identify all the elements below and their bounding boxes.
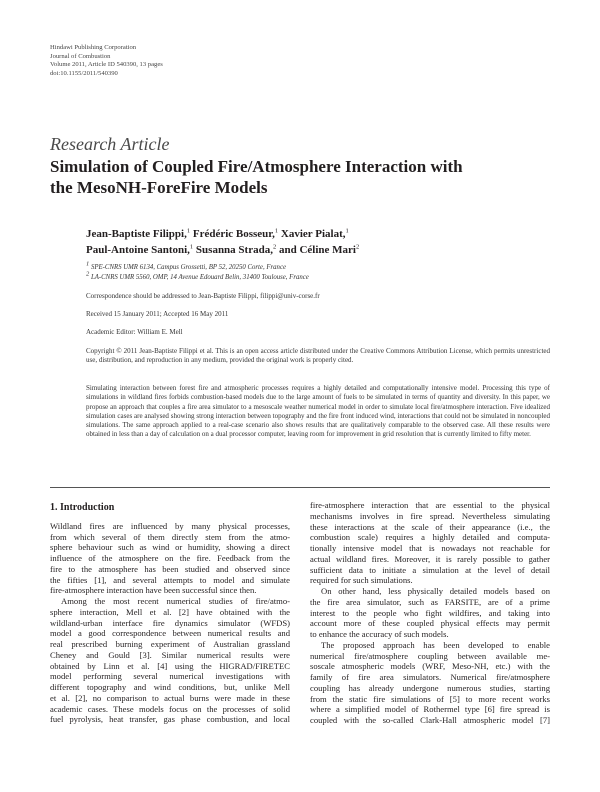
correspondence: Correspondence should be addressed to Jean-Baptiste Filippi, filippi@univ-corse.fr [86, 292, 320, 300]
left-column [50, 500, 290, 725]
body-line: these interactions at the scale of their appearance (i.e., the [310, 521, 550, 532]
title-line: the MesoNH-ForeFire Models [50, 178, 268, 197]
body-line: combustion scale) requires a highly detailed and computa- [310, 532, 550, 543]
affiliation-marker: 2 [355, 242, 360, 250]
body-line: et al. [2], no comparison to actual burns were made in these [50, 692, 290, 703]
body-line: soscale atmospheric models (WRF, Meso-NH, etc.) with the [310, 661, 550, 672]
body-line: model a good correspondence between numerical results and [50, 628, 290, 639]
journal-header [50, 44, 163, 78]
body-line: interest to the people who fight wildfires, and taking into [310, 607, 550, 618]
body-line: numerical fire/atmosphere coupling between available me- [310, 650, 550, 661]
affiliation-marker: 1 [189, 242, 194, 250]
received-dates: Received 15 January 2011; Accepted 16 May 2011 [86, 310, 229, 318]
paper-title [50, 156, 570, 198]
body-line: real prescribed burning experiment of Australian grassland [50, 639, 290, 649]
body-line: the fire area simulator, such as FARSITE, are of a prime [310, 596, 550, 607]
body-line: academic cases. These models focus on the processes of solid [50, 703, 290, 714]
body-line: fuel pyrolysis, heat transfer, gas phase combustion, and local [50, 714, 290, 725]
body-line: Cheney and Gould [3]. Similar numerical results were [50, 649, 290, 660]
body-line: different topography and wind conditions, but, unlike Mell [50, 682, 290, 692]
body-line: sphere behaviour such as wind or humidity, showing a direct [50, 542, 290, 553]
body-line: from which several of them directly stem from the atmo- [50, 531, 290, 542]
affiliations [86, 260, 309, 282]
body-line: where a simplified model of Rothermel type [6] fire spread is [310, 704, 550, 715]
affiliation-2 [86, 270, 309, 283]
body-line: model performing several numerical investigations with [50, 671, 290, 682]
right-column [310, 500, 550, 726]
body-line: The proposed approach has been developed to enable [321, 639, 550, 650]
section-heading: 1. Introduction [50, 502, 115, 513]
volume-line: Volume 2011, Article ID 540390, 13 pages [50, 61, 163, 69]
affiliation-text: LA-CNRS UMR 5560, OMP, 14 Avenue Edouard Belin, 31400 Toulouse, France [90, 273, 309, 281]
body-line: family of fire area simulators. Numerical fire/atmosphere [310, 672, 550, 682]
body-line: sufficient data to initiate a simulation at the level of detail [310, 564, 550, 575]
author-line-1 [86, 227, 359, 243]
body-line: mechanisms involves in fire spread. Nevertheless simulating [310, 510, 550, 521]
affiliation-marker: 1 [274, 227, 279, 235]
body-line: sphere interaction, Mell et al. [2] have obtained with the [50, 606, 290, 617]
author-name: Susanna Strada, [195, 243, 273, 256]
author-name: and Céline Mari [278, 243, 356, 256]
article-type: Research Article [50, 134, 170, 154]
author-line-2 [86, 243, 359, 259]
author-name: Xavier Pialat, [280, 228, 346, 240]
affiliation-number: 2 [86, 270, 90, 278]
academic-editor: Academic Editor: William E. Mell [86, 328, 183, 336]
publisher-line: Hindawi Publishing Corporation [50, 44, 137, 51]
affiliation-number: 1 [86, 260, 90, 268]
body-line: obtained by Linn et al. [4] using the HIGRAD/FIRETEC [50, 660, 290, 671]
abstract: Simulating interaction between forest fire and atmospheric processes requires a highly detailed and computationally intensive model. Processing this type of simulations in wildland fires forbids combustion-based models due to the large amount of fuels to be simulated in terms of quantity and diversity. In this paper, we propose an approach that couples a fire area simulator to a mesoscale weather numerical model in order to simulate local fire/atmosphere interaction. Five idealized simulation cases are analysed showing strong interaction between topography and the fire front induced wind, interactions that could not be simulated in noncoupled simulations. The same approach applied to a real-case scenario also shows results that are qualitatively comparable to the observed case. All these results were obtained in less than a day of calculation on a dual processor computer, leaving room for improvement in grid resolution that is currently limited to fifty meter. [86, 384, 550, 439]
affiliation-marker: 1 [345, 227, 349, 235]
body-line: Among the most recent numerical studies of fire/atmo- [61, 596, 290, 606]
body-line: coupling has already undergone numerous studies, starting [310, 682, 550, 693]
body-line: to enhance the accuracy of such models. [310, 629, 449, 639]
journal-line: Journal of Combustion [50, 52, 111, 60]
body-line: required for such simulations. [310, 575, 413, 586]
body-line: fire-atmosphere interaction have been successful since then. [50, 585, 257, 596]
body-line: influence of the atmosphere on the fire. Feedback from the [50, 553, 290, 563]
affiliation-text: SPE-CNRS UMR 6134, Campus Grossetti, BP 52, 20250 Corte, France [90, 264, 286, 271]
author-name: Paul-Antoine Santoni, [86, 243, 190, 256]
body-line: On other hand, less physically detailed models based on [321, 586, 550, 596]
author-name: Frédéric Bosseur, [192, 228, 275, 240]
body-line: Wildland fires are influenced by many physical processes, [50, 520, 290, 531]
doi-line: doi:10.1155/2011/540390 [50, 69, 118, 77]
body-line: account more of these coupled physical effects may permit [310, 618, 550, 629]
section-divider [50, 487, 550, 488]
copyright-notice: Copyright © 2011 Jean-Baptiste Filippi et al. This is an open access article distributed under the Creative Commons Attribution License, which permits unrestricted use, distribution, and reproduction in any medium, provided the original work is properly cited. [86, 347, 550, 365]
affiliation-marker: 2 [272, 242, 277, 250]
body-line: from the static fire simulations of [5] to more recent works [310, 693, 550, 704]
body-line: fire-atmosphere interaction that are essential to the physical [310, 500, 550, 510]
body-line: coupled with the so-called Clark-Hall atmospheric model [7] [310, 715, 550, 725]
body-line: tionally intensive model that is nowadays not reachable for [310, 543, 550, 553]
author-list [86, 227, 359, 258]
affiliation-marker: 1 [186, 227, 191, 235]
body-line: the fifties [1], and several attempts to model and simulate [50, 574, 290, 585]
title-line: Simulation of Coupled Fire/Atmosphere Interaction with [50, 157, 463, 176]
body-line: actual wildland fires. Moreover, it is rarely possible to gather [310, 553, 550, 564]
affiliation-1 [86, 260, 309, 273]
body-line: wildland-urban interface fire dynamics simulator (WFDS) [50, 617, 290, 628]
author-name: Jean-Baptiste Filippi, [86, 228, 187, 240]
body-line: fire to the atmosphere has been studied and observed since [50, 563, 290, 574]
